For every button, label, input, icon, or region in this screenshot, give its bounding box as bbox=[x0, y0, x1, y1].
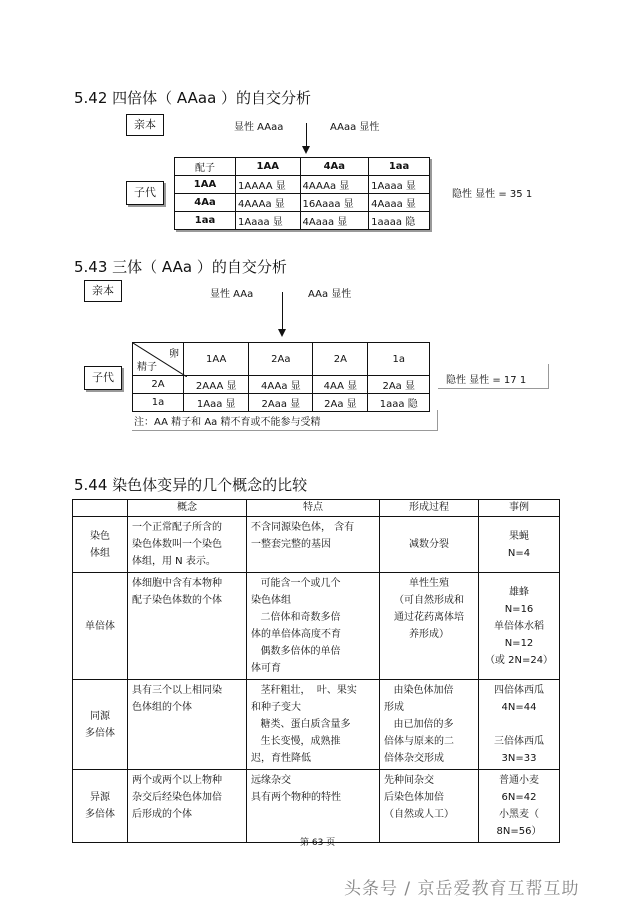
table-cell: 4Aaaa 显 bbox=[369, 194, 430, 212]
concept-comparison-table bbox=[72, 499, 560, 843]
table-cell: 2A bbox=[133, 376, 184, 394]
feature-cell: 可能含一个或几个 染色体组 二倍体和奇数多倍 体的单倍体高度不育 偶数多倍体的单倍 体可育 bbox=[247, 573, 380, 680]
table-header-cell bbox=[73, 500, 128, 517]
table-cell: 2Aa 显 bbox=[313, 394, 368, 412]
table-cell: 1Aaa 显 bbox=[184, 394, 249, 412]
cross-arrow-head-542 bbox=[302, 146, 310, 154]
table-row bbox=[133, 394, 430, 412]
table-cell: 4AAAa 显 bbox=[236, 194, 301, 212]
section-title-543: 5.43 三体（ AAa ）的自交分析 bbox=[74, 258, 287, 276]
gamete-table-543 bbox=[132, 342, 430, 412]
corner-egg-label: 卵 bbox=[169, 349, 179, 360]
table-cell: 1aaa 隐 bbox=[368, 394, 430, 412]
gamete-table-542 bbox=[174, 157, 430, 230]
process-cell: 先种间杂交 后染色体加倍 （自然或人工） bbox=[380, 770, 479, 843]
table-header-cell: 4Aa bbox=[300, 158, 369, 176]
table-row bbox=[175, 212, 430, 230]
cross-arrow-head-543 bbox=[278, 329, 286, 337]
cross-left-542: 显性 AAaa bbox=[234, 122, 284, 133]
table-header-row bbox=[73, 500, 560, 517]
table-note-543: 注：AA 精子和 Aa 精不育或不能参与受精 bbox=[134, 417, 321, 428]
table-header-row bbox=[133, 343, 430, 376]
table-row bbox=[73, 680, 560, 770]
section-title-544: 5.44 染色体变异的几个概念的比较 bbox=[74, 476, 308, 494]
table-cell: 4Aaaa 显 bbox=[300, 212, 369, 230]
table-row bbox=[73, 573, 560, 680]
table-header-cell: 2Aa bbox=[249, 343, 313, 376]
feature-cell: 茎秆粗壮， 叶、果实 和种子变大 糖类、蛋白质含量多 生长变慢，成熟推 迟，育性降低 bbox=[247, 680, 380, 770]
feature-cell: 不含同源染色体， 含有 一整套完整的基因 bbox=[247, 517, 380, 573]
cross-arrow-line-542 bbox=[306, 123, 307, 147]
process-cell: 减数分裂 bbox=[380, 517, 479, 573]
row-label: 染色 体组 bbox=[73, 517, 128, 573]
table-cell: 4Aa bbox=[175, 194, 236, 212]
row-label: 异源 多倍体 bbox=[73, 770, 128, 843]
table-cell: 1a bbox=[133, 394, 184, 412]
cross-right-542: AAaa 显性 bbox=[330, 122, 380, 133]
table-cell: 1Aaaa 显 bbox=[236, 212, 301, 230]
table-row bbox=[73, 770, 560, 843]
table-cell: 4AAa 显 bbox=[249, 376, 313, 394]
watermark: 头条号 / 京岳爱教育互帮互助 bbox=[344, 879, 580, 899]
table-cell: 4AA 显 bbox=[313, 376, 368, 394]
table-row bbox=[175, 194, 430, 212]
ratio-543: 隐性 显性 = 17 1 bbox=[446, 375, 527, 386]
offspring-box-543: 子代 bbox=[84, 366, 122, 390]
row-label: 同源 多倍体 bbox=[73, 680, 128, 770]
cross-arrow-line-543 bbox=[282, 292, 283, 330]
page-number: 第 63 页 bbox=[300, 838, 336, 848]
table-cell: 4AAAa 显 bbox=[300, 176, 369, 194]
parent-box-543: 亲本 bbox=[84, 280, 122, 302]
concept-cell: 具有三个以上相同染 色体组的个体 bbox=[128, 680, 247, 770]
concept-cell: 两个或两个以上物种 杂交后经染色体加倍 后形成的个体 bbox=[128, 770, 247, 843]
row-label: 单倍体 bbox=[73, 573, 128, 680]
table-header-row bbox=[175, 158, 430, 176]
table-cell: 2Aa 显 bbox=[368, 376, 430, 394]
cross-right-543: AAa 显性 bbox=[308, 289, 352, 300]
note-frame-543 bbox=[132, 410, 438, 431]
table-header-cell: 1a bbox=[368, 343, 430, 376]
table-header-cell: 特点 bbox=[247, 500, 380, 517]
table-row bbox=[133, 376, 430, 394]
offspring-box-542: 子代 bbox=[126, 181, 164, 205]
table-header-cell: 形成过程 bbox=[380, 500, 479, 517]
table-cell: 1AAAA 显 bbox=[236, 176, 301, 194]
example-cell: 雄蜂 N=16 单倍体水稻 N=12 （或 2N=24） bbox=[479, 573, 560, 680]
example-cell: 普通小麦 6N=42 小黑麦（ 8N=56） bbox=[479, 770, 560, 843]
table-header-cell: 概念 bbox=[128, 500, 247, 517]
example-cell: 果蝇 N=4 bbox=[479, 517, 560, 573]
table-header-cell: 1AA bbox=[236, 158, 301, 176]
table-row bbox=[175, 176, 430, 194]
table-cell: 2Aaa 显 bbox=[249, 394, 313, 412]
concept-cell: 一个正常配子所含的 染色体数叫一个染色 体组，用 N 表示。 bbox=[128, 517, 247, 573]
feature-cell: 远缘杂交 具有两个物种的特性 bbox=[247, 770, 380, 843]
table-cell: 2AAA 显 bbox=[184, 376, 249, 394]
concept-cell: 体细胞中含有本物种 配子染色体数的个体 bbox=[128, 573, 247, 680]
corner-sperm-label: 精子 bbox=[137, 362, 157, 373]
table-cell: 1aaaa 隐 bbox=[369, 212, 430, 230]
table-header-cell: 配子 bbox=[175, 158, 236, 176]
parent-box-542: 亲本 bbox=[126, 114, 164, 136]
table-header-cell: 1aa bbox=[369, 158, 430, 176]
table-header-cell: 2A bbox=[313, 343, 368, 376]
table-cell: 1AA bbox=[175, 176, 236, 194]
table-cell: 1aa bbox=[175, 212, 236, 230]
process-cell: 由染色体加倍 形成 由已加倍的多 倍体与原来的二 倍体杂交形成 bbox=[380, 680, 479, 770]
table-cell: 16Aaaa 显 bbox=[300, 194, 369, 212]
table-header-cell: 事例 bbox=[479, 500, 560, 517]
table-row bbox=[73, 517, 560, 573]
ratio-frame-543 bbox=[438, 364, 549, 389]
table-cell: 1Aaaa 显 bbox=[369, 176, 430, 194]
section-title-542: 5.42 四倍体（ AAaa ）的自交分析 bbox=[74, 89, 312, 107]
example-cell: 四倍体西瓜 4N=44 三倍体西瓜 3N=33 bbox=[479, 680, 560, 770]
table-corner-cell bbox=[133, 343, 184, 376]
table-header-cell: 1AA bbox=[184, 343, 249, 376]
process-cell: 单性生殖 （可自然形成和 通过花药离体培 养形成） bbox=[380, 573, 479, 680]
ratio-542: 隐性 显性 = 35 1 bbox=[452, 189, 533, 200]
cross-left-543: 显性 AAa bbox=[210, 289, 254, 300]
